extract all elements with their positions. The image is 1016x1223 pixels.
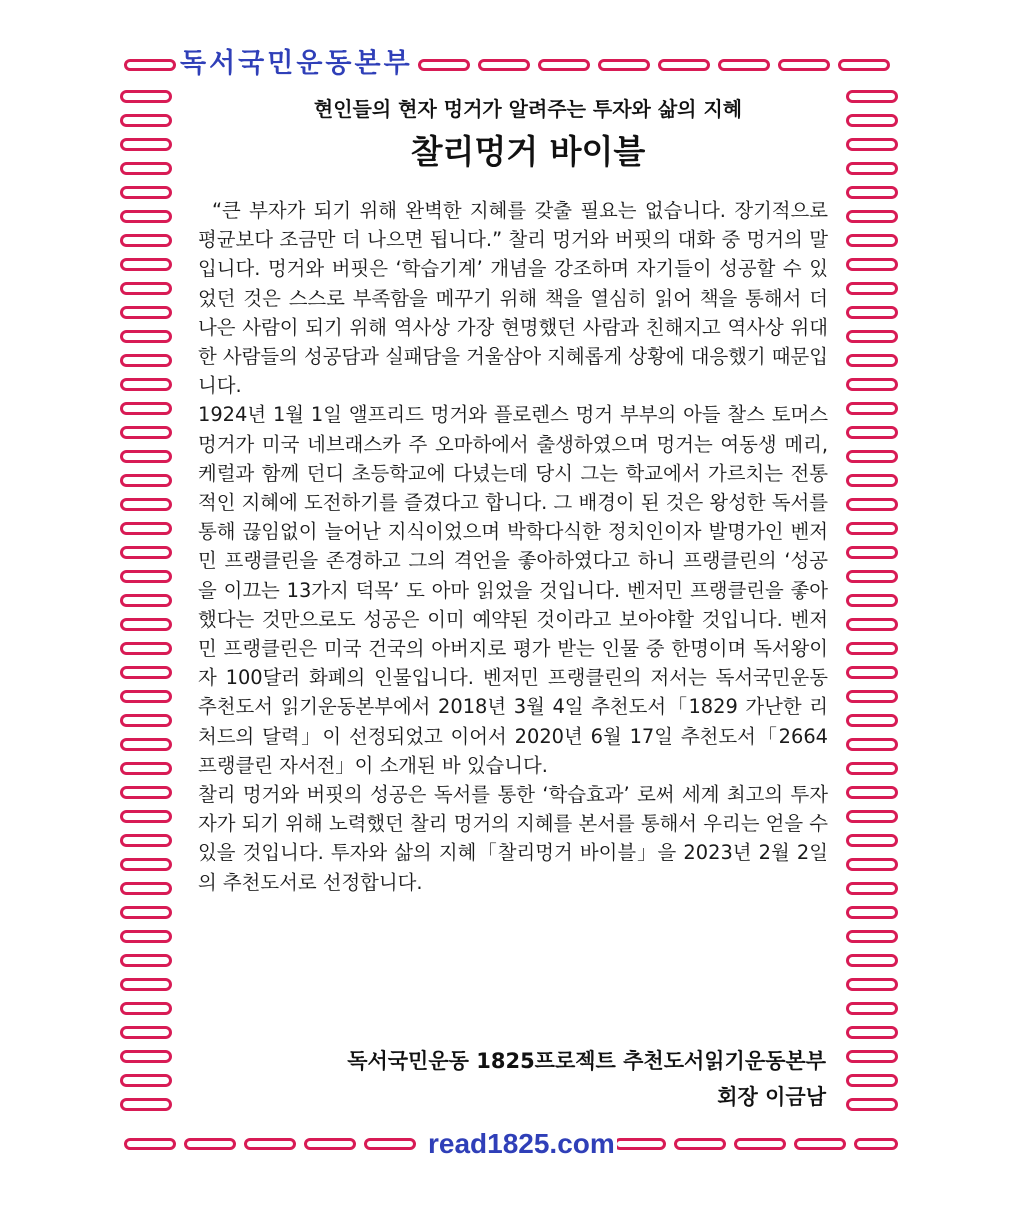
border-segment (846, 1074, 898, 1087)
border-segment (120, 714, 172, 727)
border-segment (120, 1050, 172, 1063)
border-segment (120, 1098, 172, 1111)
border-segment (120, 642, 172, 655)
border-segment (120, 906, 172, 919)
border-segment (846, 834, 898, 847)
border-segment (846, 330, 898, 343)
border-segment (120, 1026, 172, 1039)
border-segment (846, 498, 898, 511)
border-segment (846, 618, 898, 631)
border-segment (120, 1074, 172, 1087)
border-segment (846, 378, 898, 391)
border-segment (734, 1138, 786, 1150)
border-segment (120, 690, 172, 703)
border-segment (120, 786, 172, 799)
border-segment (418, 59, 470, 71)
border-segment (846, 1002, 898, 1015)
border-segment (846, 162, 898, 175)
border-segment (846, 666, 898, 679)
border-segment (718, 59, 770, 71)
article-subtitle: 현인들의 현자 멍거가 알려주는 투자와 삶의 지혜 (313, 97, 743, 121)
border-segment (244, 1138, 296, 1150)
border-segment (846, 714, 898, 727)
border-segment (846, 282, 898, 295)
border-segment (124, 59, 176, 71)
border-segment (846, 186, 898, 199)
border-segment (364, 1138, 416, 1150)
border-segment (846, 642, 898, 655)
border-segment (120, 426, 172, 439)
paragraph: “큰 부자가 되기 위해 완벽한 지혜를 갖출 필요는 없습니다. 장기적으로 평균보다 조금만 더 나으면 됩니다.” 찰리 멍거와 버핏의 대화 중 멍거의 말입니다. 멍거와 버핏은 ‘학습기계’ 개념을 강조하며 자기들이 성공할 수 있었던 것은 스스로 부족함을 메꾸기 위해 책을 열심히 읽어 책을 통해서 더 나은 사람이 되기 위해 역사상 가장 현명했던 사람과 친해지고 역사상 위대한 사람들의 성공담과 실패담을 거울삼아 지혜롭게 상황에 대응했기 때문입니다. (198, 199, 828, 398)
border-segment (124, 1138, 176, 1150)
border-segment (120, 114, 172, 127)
border-segment (846, 786, 898, 799)
border-segment (120, 354, 172, 367)
border-segment (120, 522, 172, 535)
border-segment (120, 330, 172, 343)
border-segment (120, 570, 172, 583)
border-segment (120, 474, 172, 487)
border-segment (120, 1002, 172, 1015)
signature-block (347, 1043, 826, 1115)
border-segment (120, 930, 172, 943)
border-segment (846, 762, 898, 775)
border-segment (854, 1138, 898, 1150)
website-link[interactable]: read1825.com (426, 1124, 617, 1164)
border-segment (120, 618, 172, 631)
border-segment (120, 306, 172, 319)
border-segment (120, 738, 172, 751)
border-segment (846, 738, 898, 751)
border-segment (120, 882, 172, 895)
border-segment (846, 594, 898, 607)
border-segment (846, 1050, 898, 1063)
border-segment (838, 59, 890, 71)
border-segment (120, 162, 172, 175)
border-segment (120, 282, 172, 295)
signature-name: 회장 이금남 (717, 1085, 826, 1109)
border-segment (120, 978, 172, 991)
border-segment (120, 954, 172, 967)
border-segment (846, 954, 898, 967)
border-segment (120, 594, 172, 607)
border-segment (846, 354, 898, 367)
border-segment (846, 690, 898, 703)
border-segment (120, 762, 172, 775)
border-segment (304, 1138, 356, 1150)
border-segment (120, 210, 172, 223)
signature-organization: 독서국민운동 1825프로젝트 추천도서읽기운동본부 (347, 1049, 826, 1073)
border-segment (846, 258, 898, 271)
border-segment (120, 450, 172, 463)
border-segment (846, 474, 898, 487)
border-segment (120, 810, 172, 823)
border-segment (846, 882, 898, 895)
border-segment (120, 378, 172, 391)
paragraph: 1924년 1월 1일 앨프리드 멍거와 플로렌스 멍거 부부의 아들 찰스 토머스 멍거가 미국 네브래스카 주 오마하에서 출생하였으며 멍거는 여동생 메리, 케럴과 함께 던디 초등학교에 다녔는데 당시 그는 학교에서 가르치는 전통적인 지혜에 도전하기를 즐겼다고 합니다. 그 배경이 된 것은 왕성한 독서를 통해 끊임없이 늘어난 지식이었으며 박학다식한 정치인이자 발명가인 벤저민 프랭클린을 존경하고 그의 격언을 좋아하였다고 하니 프랭클린의 ‘성공을 이끄는 13가지 덕목’ 도 아마 읽었을 것입니다. 벤저민 프랭클린을 좋아했다는 것만으로도 성공은 이미 예약된 것이라고 보아야할 것입니다. 벤저민 프랭클린은 미국 건국의 아버지로 평가 받는 인물 중 한명이며 독서왕이자 100달러 화폐의 인물입니다. 벤저민 프랭클린의 저서는 독서국민운동 추천도서 읽기운동본부에서 2018년 3월 4일 추천도서「1829 가난한 리처드의 달력」이 선정되었고 이어서 2020년 6월 17일 추천도서「2664 프랭클린 자서전」이 소개된 바 있습니다. (198, 403, 828, 777)
border-segment (846, 546, 898, 559)
border-segment (794, 1138, 846, 1150)
border-segment (120, 834, 172, 847)
border-segment (120, 90, 172, 103)
border-segment (120, 402, 172, 415)
border-segment (478, 59, 530, 71)
border-segment (846, 138, 898, 151)
article (198, 92, 828, 897)
border-segment (846, 450, 898, 463)
border-segment (778, 59, 830, 71)
border-segment (846, 858, 898, 871)
border-segment (846, 306, 898, 319)
border-segment (846, 906, 898, 919)
border-segment (184, 1138, 236, 1150)
article-title: 찰리멍거 바이블 (410, 132, 646, 171)
border-segment (846, 1026, 898, 1039)
border-segment (120, 546, 172, 559)
border-segment (846, 522, 898, 535)
border-segment (674, 1138, 726, 1150)
border-segment (598, 59, 650, 71)
border-segment (846, 234, 898, 247)
article-body (198, 196, 828, 897)
border-segment (120, 138, 172, 151)
border-segment (120, 666, 172, 679)
border-segment (120, 498, 172, 511)
border-segment (846, 114, 898, 127)
border-segment (846, 1098, 898, 1111)
border-segment (846, 90, 898, 103)
border-segment (846, 810, 898, 823)
border-segment (120, 258, 172, 271)
paragraph: 찰리 멍거와 버핏의 성공은 독서를 통한 ‘학습효과’ 로써 세계 최고의 투자자가 되기 위해 노력했던 찰리 멍거의 지혜를 본서를 통해서 우리는 얻을 수 있을 것입니다. 투자와 삶의 지혜「찰리멍거 바이블」을 2023년 2월 2일의 추천도서로 선정합니다. (198, 783, 828, 894)
border-segment (846, 570, 898, 583)
border-segment (120, 234, 172, 247)
border-segment (658, 59, 710, 71)
border-segment (120, 858, 172, 871)
border-segment (846, 426, 898, 439)
org-header-title: 독서국민운동본부 (178, 44, 415, 84)
border-segment (846, 210, 898, 223)
border-segment (538, 59, 590, 71)
border-segment (614, 1138, 666, 1150)
border-segment (846, 930, 898, 943)
border-segment (846, 402, 898, 415)
border-segment (120, 186, 172, 199)
border-segment (846, 978, 898, 991)
